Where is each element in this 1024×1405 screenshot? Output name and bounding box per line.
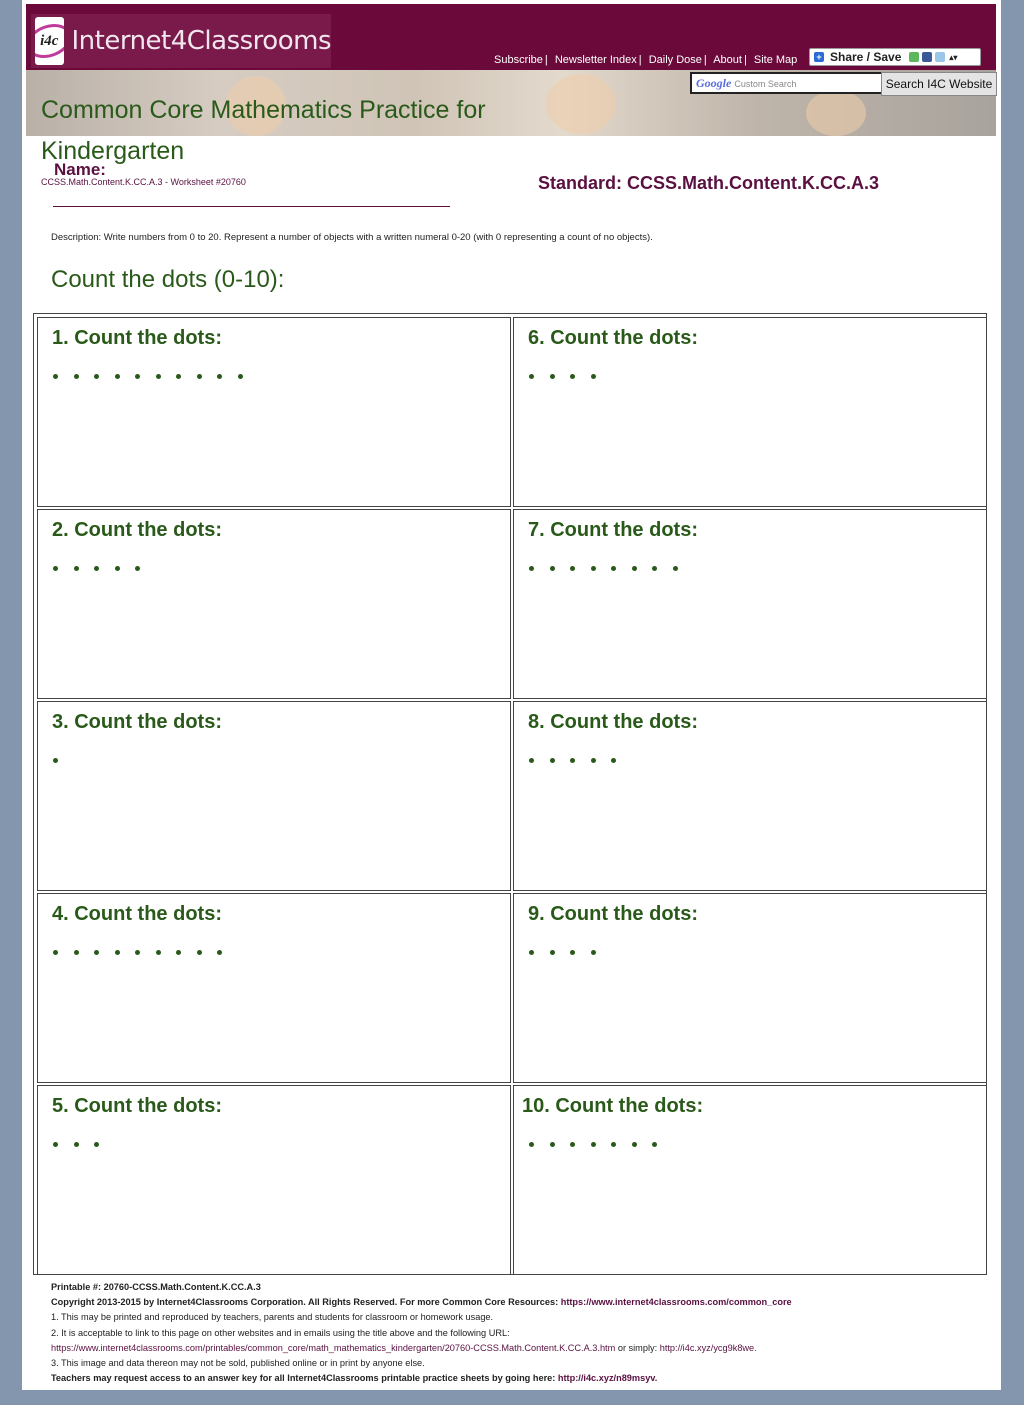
dots-6	[529, 374, 611, 384]
dot	[632, 566, 637, 571]
dot	[115, 566, 120, 571]
dot	[217, 374, 222, 379]
facebook-icon	[922, 52, 932, 62]
dot	[570, 758, 575, 763]
chevron-icon: ▴▾	[949, 52, 958, 62]
dot	[570, 566, 575, 571]
dot	[53, 374, 58, 379]
dot	[94, 1142, 99, 1147]
problem-cell-10	[513, 1085, 987, 1275]
refresh-icon	[909, 52, 919, 62]
dot	[135, 374, 140, 379]
note-3: 3. This image and data thereon may not be sold, published online or in print by anyone else.	[51, 1358, 425, 1369]
dot	[611, 1142, 616, 1147]
name-line	[53, 206, 450, 207]
dot	[53, 1142, 58, 1147]
problem-cell-8	[513, 701, 987, 891]
common-core-link[interactable]: https://www.internet4classrooms.com/common_core	[560, 1297, 792, 1308]
url-or-text: or simply:	[617, 1342, 658, 1353]
share-label: Share / Save	[830, 50, 902, 64]
dot	[135, 566, 140, 571]
dot	[591, 374, 596, 379]
dot	[591, 950, 596, 955]
standard-label: Standard: CCSS.Math.Content.K.CC.A.3	[538, 173, 880, 193]
dot	[217, 950, 222, 955]
problem-label-2: 2. Count the dots:	[52, 519, 222, 541]
google-brand: Google	[696, 76, 732, 90]
problem-label-7: 7. Count the dots:	[528, 519, 698, 541]
dot	[529, 1142, 534, 1147]
problem-cell-3	[37, 701, 511, 891]
search-input[interactable]	[690, 72, 884, 94]
dot	[156, 374, 161, 379]
nav-daily-dose[interactable]: Daily Dose	[648, 54, 702, 66]
dot	[197, 374, 202, 379]
note-2: 2. It is acceptable to link to this page on other websites and in emails using the title above and the following URL:	[51, 1327, 510, 1338]
dot	[74, 566, 79, 571]
dot	[53, 566, 58, 571]
problem-label-3: 3. Count the dots:	[52, 711, 222, 733]
dot	[53, 758, 58, 763]
page-title: Common Core Mathematics Practice for Kindergarten	[41, 96, 486, 165]
dots-10	[529, 1142, 673, 1152]
dot	[591, 758, 596, 763]
problem-label-1: 1. Count the dots:	[52, 327, 222, 349]
dot	[673, 566, 678, 571]
dots-4	[53, 950, 238, 960]
nav-site-map[interactable]: Site Map	[753, 54, 798, 66]
dot	[156, 950, 161, 955]
footer	[51, 1280, 981, 1386]
dot	[529, 758, 534, 763]
dots-2	[53, 566, 156, 576]
answer-key-link[interactable]: http://i4c.xyz/n89msyv.	[557, 1373, 658, 1384]
section-title: Count the dots (0-10):	[51, 266, 285, 293]
dot	[550, 566, 555, 571]
name-label: Name:	[54, 160, 106, 179]
dot	[94, 950, 99, 955]
problem-cell-7	[513, 509, 987, 699]
problem-cell-5	[37, 1085, 511, 1275]
dots-5	[53, 1142, 115, 1152]
dot	[550, 374, 555, 379]
dot	[550, 1142, 555, 1147]
copyright-text: Copyright 2013-2015 by Internet4Classrooms Corporation. All Rights Reserved. For more Common Core Resources:	[51, 1297, 559, 1308]
dots-3	[53, 758, 74, 768]
problem-label-4: 4. Count the dots:	[52, 903, 222, 925]
dot	[550, 758, 555, 763]
description: Description: Write numbers from 0 to 20. Represent a number of objects with a written numeral 0-20 (with 0 representing a count of no objects).	[51, 232, 653, 243]
page	[22, 0, 1001, 1390]
top-nav: Subscribe | Newsletter Index | Daily Dose | About | Site Map	[494, 54, 798, 66]
dot	[570, 374, 575, 379]
dot	[74, 950, 79, 955]
dot	[135, 950, 140, 955]
dot	[652, 1142, 657, 1147]
problem-cell-6	[513, 317, 987, 507]
problem-cell-4	[37, 893, 511, 1083]
dot	[632, 1142, 637, 1147]
logo-text: Internet4Classrooms	[71, 26, 331, 56]
worksheet-id: CCSS.Math.Content.K.CC.A.3 - Worksheet #20760	[41, 177, 246, 187]
teachers-line	[51, 1371, 981, 1386]
plus-icon: +	[814, 52, 824, 62]
dot	[74, 1142, 79, 1147]
dot	[53, 950, 58, 955]
nav-subscribe[interactable]: Subscribe	[494, 54, 543, 66]
copyright-line	[51, 1295, 981, 1310]
dot	[197, 950, 202, 955]
dot	[529, 566, 534, 571]
long-url-link[interactable]: https://www.internet4classrooms.com/printables/common_core/math_mathematics_kindergarten/20760-CCSS.Math.Content.K.CC.A.3.htm	[51, 1342, 616, 1353]
problem-cell-9	[513, 893, 987, 1083]
logo-badge-icon	[35, 17, 64, 65]
dots-7	[529, 566, 693, 576]
nav-about[interactable]: About	[713, 54, 742, 66]
dot	[238, 374, 243, 379]
dot	[115, 950, 120, 955]
problem-label-8: 8. Count the dots:	[528, 711, 698, 733]
dot	[529, 374, 534, 379]
share-save-button[interactable]	[809, 48, 981, 66]
dot	[570, 1142, 575, 1147]
problem-label-9: 9. Count the dots:	[528, 903, 698, 925]
problem-label-5: 5. Count the dots:	[52, 1095, 222, 1117]
dots-9	[529, 950, 611, 960]
problem-label-6: 6. Count the dots:	[528, 327, 698, 349]
problem-label-10: 10. Count the dots:	[522, 1095, 704, 1117]
note-1: 1. This may be printed and reproduced by teachers, parents and students for classroom or homework usage.	[51, 1312, 494, 1323]
search-placeholder: Custom Search	[734, 79, 797, 89]
twitter-icon	[935, 52, 945, 62]
dot	[591, 566, 596, 571]
problem-cell-1	[37, 317, 511, 507]
dot	[94, 566, 99, 571]
url-line	[51, 1341, 981, 1356]
logo-badge-text: i4c	[40, 32, 59, 49]
dot	[591, 1142, 596, 1147]
dots-1	[53, 374, 258, 384]
dot	[550, 950, 555, 955]
dot	[94, 374, 99, 379]
site-logo[interactable]	[31, 14, 331, 68]
header-bar	[26, 4, 996, 70]
problem-cell-2	[37, 509, 511, 699]
dot	[570, 950, 575, 955]
dot	[529, 950, 534, 955]
dot	[74, 374, 79, 379]
dot	[176, 374, 181, 379]
nav-newsletter-index[interactable]: Newsletter Index	[554, 54, 637, 66]
dot	[652, 566, 657, 571]
dot	[611, 566, 616, 571]
short-url-link[interactable]: http://i4c.xyz/ycg9k8we.	[659, 1342, 757, 1353]
dot	[611, 758, 616, 763]
dot	[176, 950, 181, 955]
dots-8	[529, 758, 632, 768]
problem-grid	[33, 313, 987, 1275]
printable-number: Printable #: 20760-CCSS.Math.Content.K.CC.A.3	[51, 1282, 261, 1292]
dot	[115, 374, 120, 379]
search-button[interactable]: Search I4C Website	[881, 72, 997, 96]
teachers-text: Teachers may request access to an answer key for all Internet4Classrooms printable practice sheets by going here:	[51, 1373, 556, 1384]
